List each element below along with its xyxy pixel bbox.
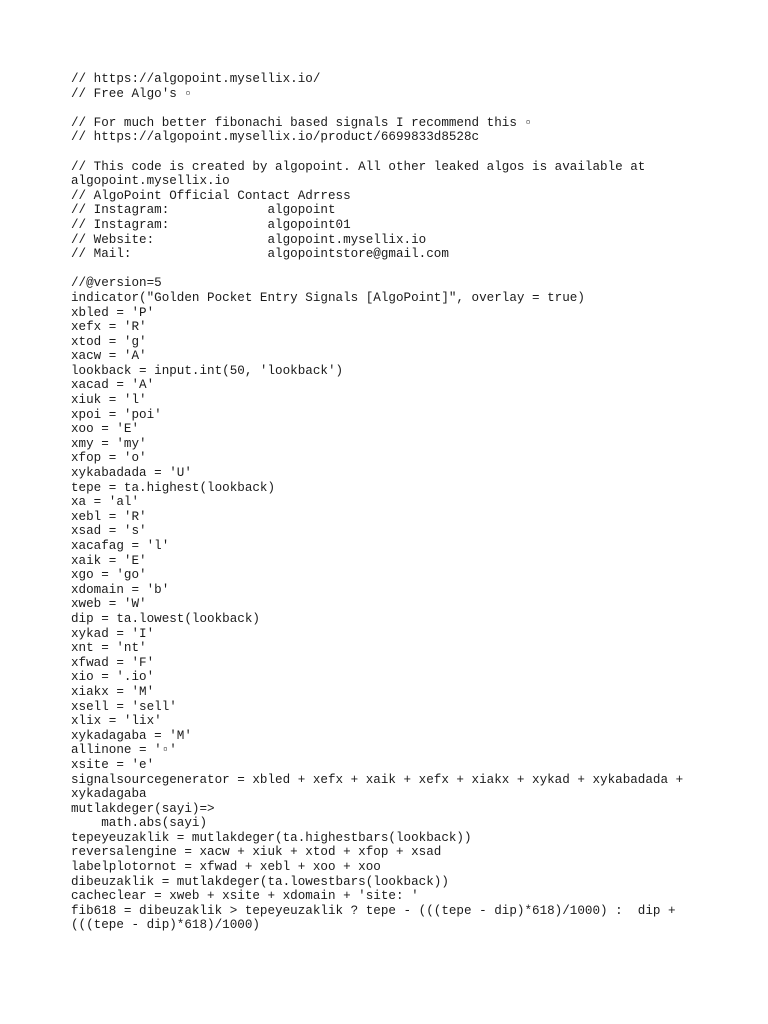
- code-line: algopoint.mysellix.io: [71, 174, 230, 189]
- code-line: tepe = ta.highest(lookback): [71, 480, 276, 495]
- code-line: // Website: algopoint.mysellix.io: [71, 232, 427, 247]
- code-line: // https://algopoint.mysellix.io/product/6699833d8528c: [71, 130, 480, 145]
- code-line: dibeuzaklik = mutlakdeger(ta.lowestbars(lookback)): [71, 874, 449, 889]
- code-line: xykad = 'I': [71, 626, 155, 641]
- code-line: xacafag = 'l': [71, 539, 170, 553]
- code-listing: [71, 72, 731, 933]
- code-line: reversalengine = xacw + xiuk + xtod + xfop + xsad: [71, 845, 442, 860]
- code-line: math.abs(sayi): [71, 816, 208, 831]
- code-line: xa = 'al': [71, 495, 140, 510]
- code-line: // Instagram: algopoint01: [71, 217, 351, 232]
- code-line: xlix = 'lix': [71, 714, 162, 729]
- code-line: xacw = 'A': [71, 349, 147, 364]
- code-line: xtod = 'g': [71, 334, 147, 349]
- code-line: // https://algopoint.mysellix.io/: [71, 72, 321, 86]
- code-line: indicator("Golden Pocket Entry Signals [AlgoPoint]", overlay = true): [71, 290, 585, 305]
- code-line: xdomain = 'b': [71, 582, 170, 597]
- code-line: // Instagram: algopoint: [71, 203, 336, 218]
- code-line: xmy = 'my': [71, 436, 147, 451]
- code-line: xfwad = 'F': [71, 655, 155, 670]
- code-line: labelplotornot = xfwad + xebl + xoo + xoo: [71, 860, 381, 875]
- code-line: dip = ta.lowest(lookback): [71, 611, 260, 626]
- code-line: // This code is created by algopoint. All other leaked algos is available at: [71, 159, 646, 174]
- code-line: xykabadada = 'U': [71, 466, 192, 481]
- code-line: // AlgoPoint Official Contact Adrress: [71, 188, 351, 203]
- code-line: xykadagaba = 'M': [71, 728, 192, 743]
- blank-line: [71, 262, 731, 277]
- code-line: fib618 = dibeuzaklik > tepeyeuzaklik ? tepe - (((tepe - dip)*618)/1000) : dip +: [71, 903, 676, 918]
- code-line: xgo = 'go': [71, 568, 147, 583]
- code-line: xweb = 'W': [71, 597, 147, 612]
- code-line: xiuk = 'l': [71, 393, 147, 408]
- code-line: tepeyeuzaklik = mutlakdeger(ta.highestbars(lookback)): [71, 830, 472, 845]
- code-line: xaik = 'E': [71, 553, 147, 568]
- code-line: xsad = 's': [71, 524, 147, 539]
- code-line: xiakx = 'M': [71, 684, 155, 699]
- code-line: xio = '.io': [71, 670, 155, 685]
- code-line: xfop = 'o': [71, 451, 147, 466]
- code-line: allinone = '▫': [71, 743, 177, 758]
- code-line: xoo = 'E': [71, 422, 140, 437]
- code-line: xebl = 'R': [71, 509, 147, 524]
- code-line: xefx = 'R': [71, 320, 147, 335]
- blank-line: [71, 101, 731, 116]
- blank-line: [71, 145, 731, 160]
- code-line: xsell = 'sell': [71, 699, 177, 714]
- code-line: xnt = 'nt': [71, 641, 147, 656]
- code-line: // For much better fibonachi based signals I recommend this ▫: [71, 115, 533, 130]
- code-line: // Mail: algopointstore@gmail.com: [71, 247, 449, 262]
- code-line: cacheclear = xweb + xsite + xdomain + 'site: ': [71, 889, 419, 904]
- code-line: xykadagaba: [71, 787, 147, 802]
- code-line: xbled = 'P': [71, 305, 155, 320]
- code-line: // Free Algo's ▫: [71, 86, 192, 101]
- code-line: xpoi = 'poi': [71, 407, 162, 422]
- code-line: signalsourcegenerator = xbled + xefx + xaik + xefx + xiakx + xykad + xykabadada +: [71, 772, 684, 787]
- code-line: mutlakdeger(sayi)=>: [71, 801, 215, 816]
- code-line: xsite = 'e': [71, 757, 155, 772]
- code-line: (((tepe - dip)*618)/1000): [71, 918, 260, 933]
- code-line: lookback = input.int(50, 'lookback'): [71, 363, 344, 378]
- code-line: xacad = 'A': [71, 378, 155, 393]
- code-line: //@version=5: [71, 276, 162, 291]
